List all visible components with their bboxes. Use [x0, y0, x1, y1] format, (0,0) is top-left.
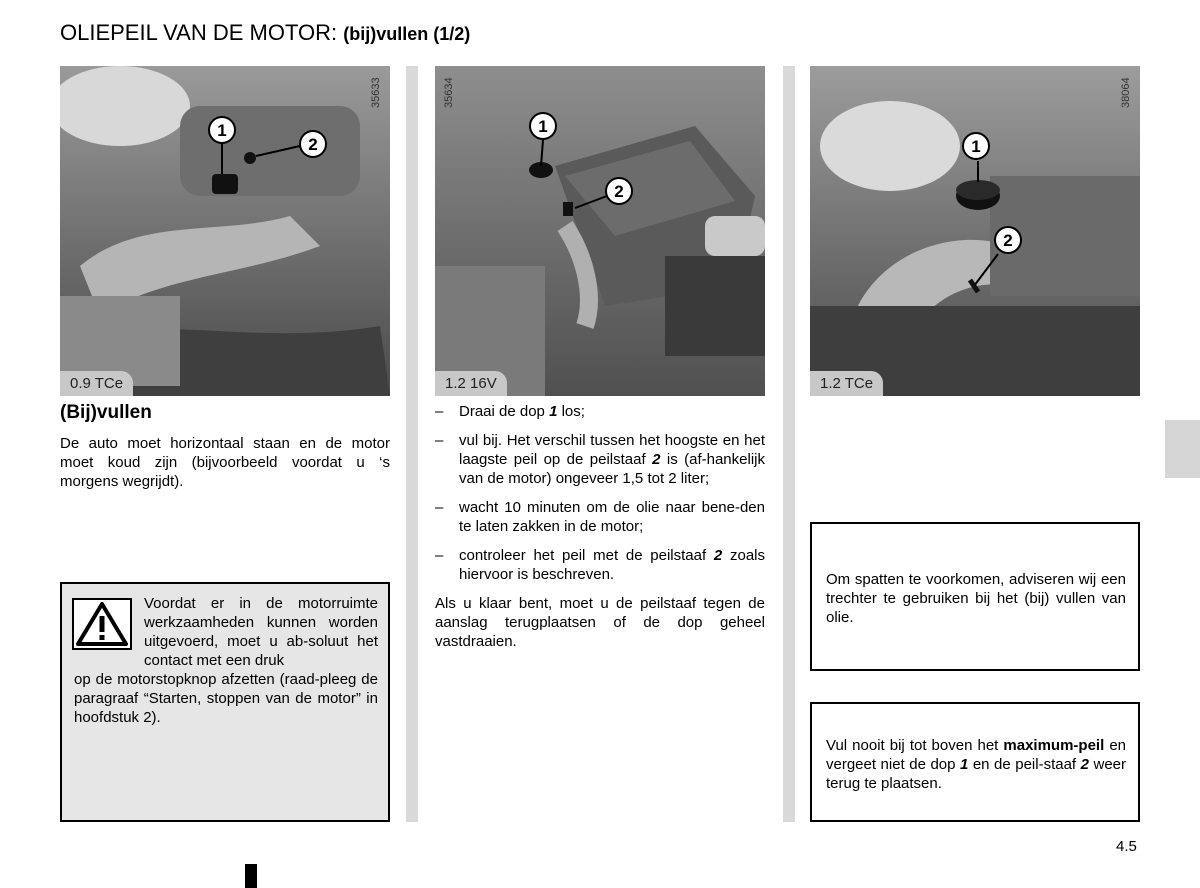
chapter-tab [1165, 420, 1200, 478]
note-funnel-text: Om spatten te voorkomen, adviseren wij een trechter te gebruiken bij het (bij) vullen van olie. [826, 571, 1126, 626]
page-title [60, 20, 470, 46]
engine-bay-image [60, 66, 390, 396]
svg-text:2: 2 [308, 135, 318, 154]
title-sub: (bij)vullen (1/2) [343, 24, 471, 44]
warning-box [60, 582, 390, 822]
svg-text:1: 1 [971, 137, 981, 156]
svg-text:1: 1 [538, 117, 548, 136]
svg-text:1: 1 [217, 121, 227, 140]
engine-photo-0-9-tce [60, 66, 390, 396]
engine-label: 1.2 16V [435, 371, 507, 396]
image-reference: 35633 [370, 77, 382, 108]
step-item: – Draai de dop 1 los; [435, 402, 765, 421]
note-box-max-level [810, 702, 1140, 822]
step-item: – wacht 10 minuten om de olie naar bene-den te laten zakken in de motor; [435, 498, 765, 536]
step-item: – controleer het peil met de peilstaaf 2 zoals hiervoor is beschreven. [435, 546, 765, 584]
column-divider-right [783, 66, 795, 822]
step-item: – vul bij. Het verschil tussen het hoogste en het laagste peil op de peilstaaf 2 is (af-hankelijk van de motor) ongeveer 1,5 tot 2 liter; [435, 431, 765, 488]
engine-label: 1.2 TCe [810, 371, 883, 396]
warning-text-full: op de motorstopknop afzetten (raad-pleeg de paragraaf “Starten, stoppen van de motor” in hoofdstuk 2). [74, 671, 378, 726]
warning-text-indented: Voordat er in de motorruimte werkzaamheden kunnen worden uitgevoerd, moet u ab-soluut het contact met een druk [144, 595, 378, 669]
engine-bay-image [435, 66, 765, 396]
title-main: OLIEPEIL VAN DE MOTOR: [60, 20, 338, 45]
middle-column [435, 402, 765, 651]
closing-paragraph: Als u klaar bent, moet u de peilstaaf tegen de aanslag terugplaatsen of de dop geheel vastdraaien. [435, 595, 765, 650]
section-heading: (Bij)vullen [60, 402, 152, 423]
engine-photo-1-2-16v [435, 66, 765, 396]
binder-mark [245, 864, 257, 888]
steps-list [435, 402, 765, 584]
svg-text:2: 2 [1003, 231, 1013, 250]
note-box-funnel [810, 522, 1140, 671]
image-reference: 35634 [443, 77, 455, 108]
column-divider-left [406, 66, 418, 822]
svg-text:2: 2 [614, 182, 624, 201]
note-max-level-text: Vul nooit bij tot boven het maximum-peil en vergeet niet de dop 1 en de peil-staaf 2 weer terug te plaatsen. [826, 737, 1127, 792]
engine-label: 0.9 TCe [60, 371, 133, 396]
warning-triangle-icon [72, 598, 132, 650]
engine-photo-1-2-tce [810, 66, 1140, 396]
left-column [60, 402, 390, 491]
intro-paragraph: De auto moet horizontaal staan en de motor moet koud zijn (bijvoorbeeld voordat u ‘s morgens wegrijdt). [60, 435, 390, 490]
engine-bay-image [810, 66, 1140, 396]
page-number: 4.5 [1116, 838, 1137, 855]
image-reference: 38064 [1120, 77, 1132, 108]
